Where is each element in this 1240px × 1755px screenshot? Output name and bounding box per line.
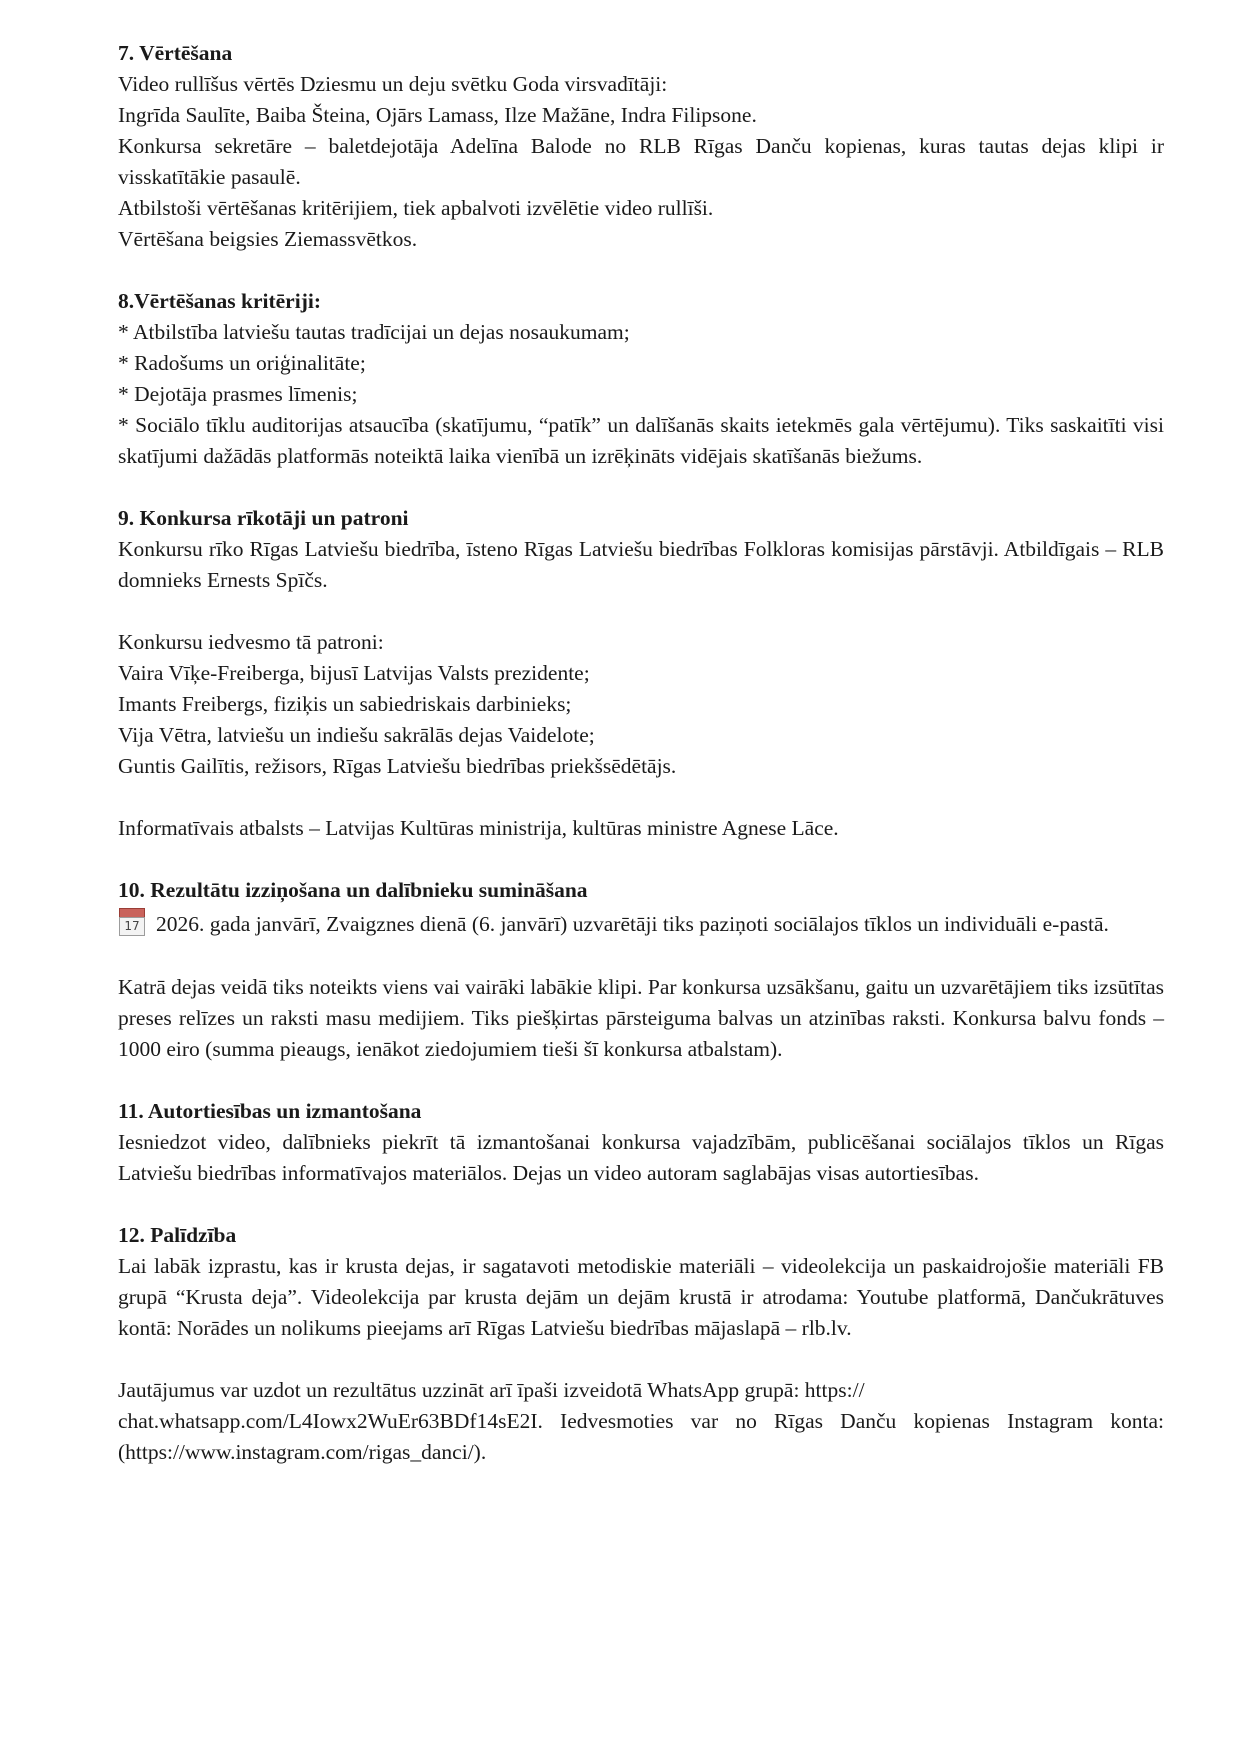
paragraph: Katrā dejas veidā tiks noteikts viens vai vairāki labākie klipi. Par konkursa uzsākšanu, gaitu un uzvarētājiem tiks izsūtītas preses relīzes un raksti masu medijiem. Tiks piešķirtas pārsteiguma balvas un atzinības raksti. Konkursa balvu fonds – 1000 eiro (summa pieaugs, ienākot ziedojumiem tieši šī konkursa atbalstam). [118, 975, 1164, 1061]
section-heading: 11. Autortiesības un izmantošana [118, 1099, 422, 1123]
section-organizers [118, 503, 1164, 844]
patron-item: Imants Freibergs, fiziķis un sabiedriskais darbinieks; [118, 692, 572, 716]
section-help [118, 1220, 1164, 1468]
section-heading: 7. Vērtēšana [118, 41, 233, 65]
section-results [118, 875, 1164, 1065]
spacer [118, 782, 1164, 813]
calendar-icon [118, 906, 146, 937]
section-heading: 9. Konkursa rīkotāji un patroni [118, 506, 409, 530]
section-heading: 8.Vērtēšanas kritēriji: [118, 289, 321, 313]
section-criteria [118, 286, 1164, 472]
document-page [118, 38, 1164, 1468]
patron-item: Vaira Vīķe-Freiberga, bijusī Latvijas Valsts prezidente; [118, 661, 590, 685]
paragraph: Ingrīda Saulīte, Baiba Šteina, Ojārs Lamass, Ilze Mažāne, Indra Filipsone. [118, 103, 757, 127]
paragraph: chat.whatsapp.com/L4Iowx2WuEr63BDf14sE2I. Iedvesmoties var no Rīgas Danču kopienas Instagram konta: (https://www.instagram.com/rigas_danci/). [118, 1409, 1164, 1464]
calendar-icon-day: 17 [119, 917, 145, 936]
paragraph: Konkursu iedvesmo tā patroni: [118, 630, 384, 654]
section-evaluation [118, 38, 1164, 255]
paragraph [118, 906, 1164, 941]
section-heading: 12. Palīdzība [118, 1223, 237, 1247]
paragraph: Atbilstoši vērtēšanas kritērijiem, tiek apbalvoti izvēlētie video rullīši. [118, 196, 714, 220]
patron-item: Guntis Gailītis, režisors, Rīgas Latviešu biedrības priekšsēdētājs. [118, 754, 677, 778]
paragraph: Informatīvais atbalsts – Latvijas Kultūras ministrija, kultūras ministre Agnese Lāce. [118, 816, 839, 840]
criteria-item: * Atbilstība latviešu tautas tradīcijai un dejas nosaukumam; [118, 320, 630, 344]
criteria-item: * Radošums un oriģinalitāte; [118, 351, 366, 375]
paragraph: Vērtēšana beigsies Ziemassvētkos. [118, 227, 418, 251]
paragraph: Video rullīšus vērtēs Dziesmu un deju svētku Goda virsvadītāji: [118, 72, 668, 96]
paragraph: Konkursu rīko Rīgas Latviešu biedrība, īsteno Rīgas Latviešu biedrības Folkloras komisijas pārstāvji. Atbildīgais – RLB domnieks Ernests Spīčs. [118, 537, 1164, 592]
paragraph: Jautājumus var uzdot un rezultātus uzzināt arī īpaši izveidotā WhatsApp grupā: https:// [118, 1378, 865, 1402]
spacer [118, 596, 1164, 627]
paragraph: Konkursa sekretāre – baletdejotāja Adelīna Balode no RLB Rīgas Danču kopienas, kuras tautas dejas klipi ir visskatītākie pasaulē. [118, 134, 1164, 189]
patron-item: Vija Vētra, latviešu un indiešu sakrālās dejas Vaidelote; [118, 723, 595, 747]
section-copyright [118, 1096, 1164, 1189]
spacer [118, 941, 1164, 972]
paragraph-text: 2026. gada janvārī, Zvaigznes dienā (6. janvārī) uzvarētāji tiks paziņoti sociālajos tīklos un individuāli e-pastā. [156, 912, 1109, 936]
criteria-item: * Sociālo tīklu auditorijas atsaucība (skatījumu, “patīk” un dalīšanās skaits ietekmēs gala vērtējumu). Tiks saskaitīti visi skatījumi dažādās platformās noteiktā laika vienībā un izrēķināts vidējais skatīšanās biežums. [118, 413, 1164, 468]
spacer [118, 1344, 1164, 1375]
criteria-item: * Dejotāja prasmes līmenis; [118, 382, 358, 406]
paragraph: Lai labāk izprastu, kas ir krusta dejas, ir sagatavoti metodiskie materiāli – videolekcija un paskaidrojošie materiāli FB grupā “Krusta deja”. Videolekcija par krusta dejām un dejām krustā ir atrodama: Youtube platformā, Dančukrātuves kontā: Norādes un nolikums pieejams arī Rīgas Latviešu biedrības mājaslapā – rlb.lv. [118, 1254, 1164, 1340]
section-heading: 10. Rezultātu izziņošana un dalībnieku sumināšana [118, 878, 588, 902]
paragraph: Iesniedzot video, dalībnieks piekrīt tā izmantošanai konkursa vajadzībām, publicēšanai sociālajos tīklos un Rīgas Latviešu biedrības informatīvajos materiālos. Dejas un video autoram saglabājas visas autortiesības. [118, 1130, 1164, 1185]
